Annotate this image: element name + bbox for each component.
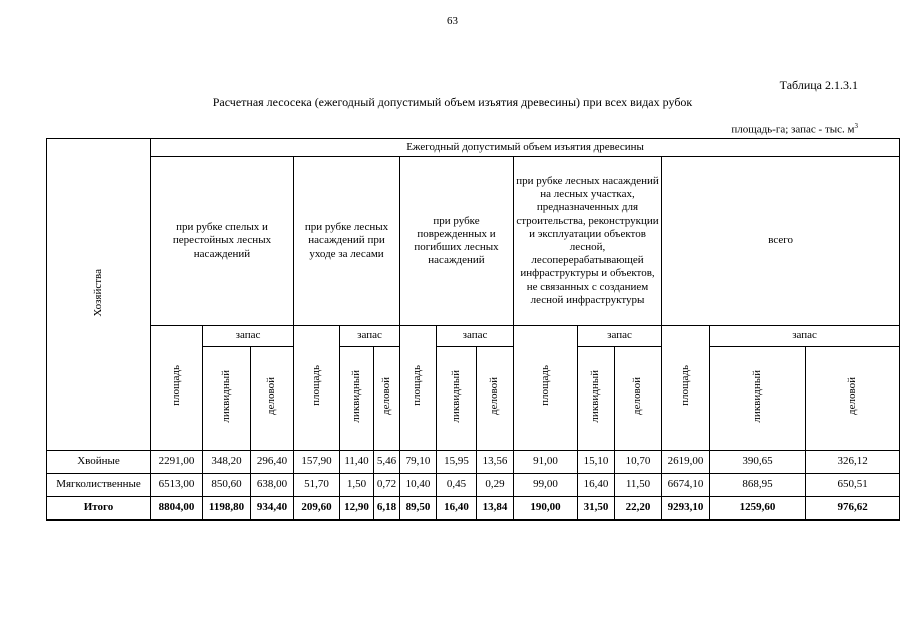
cell: 89,50 <box>400 497 437 521</box>
liquid-header-text: ликвидный <box>219 370 232 423</box>
cell: 8804,00 <box>151 497 203 521</box>
row-name: Итого <box>47 497 151 521</box>
cell: 31,50 <box>578 497 615 521</box>
cell: 13,56 <box>477 451 514 474</box>
harvest-table <box>46 138 900 521</box>
cell: 0,72 <box>374 474 400 497</box>
liquid-header-text: ликвидный <box>750 370 763 423</box>
liquid-header <box>710 347 806 451</box>
area-header <box>514 326 578 451</box>
row-label-header <box>47 139 151 451</box>
table-row-softwood <box>47 474 900 497</box>
cell: 6513,00 <box>151 474 203 497</box>
commercial-header-text: деловой <box>845 377 858 416</box>
commercial-header <box>477 347 514 451</box>
table-row-coniferous <box>47 451 900 474</box>
commercial-header-text: деловой <box>379 377 392 416</box>
commercial-header <box>615 347 662 451</box>
commercial-header-text: деловой <box>265 377 278 416</box>
cell: 79,10 <box>400 451 437 474</box>
cell: 16,40 <box>578 474 615 497</box>
cell: 296,40 <box>251 451 294 474</box>
method-header-mature: при рубке спелых и перестойных лесных насаждений <box>151 157 294 326</box>
cell: 10,40 <box>400 474 437 497</box>
table-row-total <box>47 497 900 521</box>
stock-header: запас <box>340 326 400 347</box>
cell: 11,40 <box>340 451 374 474</box>
cell: 1259,60 <box>710 497 806 521</box>
stock-header: запас <box>437 326 514 347</box>
method-header-thinning: при рубке лесных насаждений при уходе за лесами <box>294 157 400 326</box>
cell: 638,00 <box>251 474 294 497</box>
page-number: 63 <box>447 15 458 27</box>
liquid-header <box>578 347 615 451</box>
cell: 934,40 <box>251 497 294 521</box>
cell: 650,51 <box>806 474 900 497</box>
cell: 0,29 <box>477 474 514 497</box>
cell: 99,00 <box>514 474 578 497</box>
cell: 5,46 <box>374 451 400 474</box>
cell: 12,90 <box>340 497 374 521</box>
commercial-header <box>251 347 294 451</box>
cell: 15,10 <box>578 451 615 474</box>
cell: 326,12 <box>806 451 900 474</box>
units-superscript: 3 <box>854 122 858 130</box>
cell: 11,50 <box>615 474 662 497</box>
cell: 16,40 <box>437 497 477 521</box>
stock-header: запас <box>203 326 294 347</box>
row-label-text: Хозяйства <box>91 268 104 317</box>
area-header <box>151 326 203 451</box>
liquid-header <box>340 347 374 451</box>
cell: 6,18 <box>374 497 400 521</box>
cell: 91,00 <box>514 451 578 474</box>
liquid-header <box>203 347 251 451</box>
area-header-text: площадь <box>169 365 182 407</box>
cell: 6674,10 <box>662 474 710 497</box>
cell: 13,84 <box>477 497 514 521</box>
liquid-header <box>437 347 477 451</box>
commercial-header-text: деловой <box>631 377 644 416</box>
cell: 9293,10 <box>662 497 710 521</box>
liquid-header-text: ликвидный <box>449 370 462 423</box>
area-header-text: площадь <box>411 365 424 407</box>
cell: 0,45 <box>437 474 477 497</box>
liquid-header-text: ликвидный <box>589 370 602 423</box>
commercial-header <box>806 347 900 451</box>
cell: 10,70 <box>615 451 662 474</box>
area-header-text: площадь <box>538 365 551 407</box>
commercial-header <box>374 347 400 451</box>
units-note <box>731 122 858 136</box>
units-text: площадь-га; запас - тыс. м <box>731 123 855 136</box>
cell: 850,60 <box>203 474 251 497</box>
stock-header: запас <box>578 326 662 347</box>
cell: 15,95 <box>437 451 477 474</box>
area-header <box>400 326 437 451</box>
cell: 868,95 <box>710 474 806 497</box>
cell: 1198,80 <box>203 497 251 521</box>
liquid-header-text: ликвидный <box>349 370 362 423</box>
table-number: Таблица 2.1.3.1 <box>779 78 858 92</box>
area-header <box>662 326 710 451</box>
cell: 390,65 <box>710 451 806 474</box>
cell: 157,90 <box>294 451 340 474</box>
cell: 190,00 <box>514 497 578 521</box>
cell: 348,20 <box>203 451 251 474</box>
area-header-text: площадь <box>309 365 322 407</box>
cell: 976,62 <box>806 497 900 521</box>
area-header-text: площадь <box>678 365 691 407</box>
row-name: Мягколиственные <box>47 474 151 497</box>
cell: 51,70 <box>294 474 340 497</box>
cell: 1,50 <box>340 474 374 497</box>
table-title: Расчетная лесосека (ежегодный допустимый объем изъятия древесины) при всех видах рубок <box>212 95 693 109</box>
group-header: Ежегодный допустимый объем изъятия древесины <box>151 139 900 157</box>
commercial-header-text: деловой <box>488 377 501 416</box>
area-header <box>294 326 340 451</box>
row-name: Хвойные <box>47 451 151 474</box>
cell: 2619,00 <box>662 451 710 474</box>
method-header-total: всего <box>662 157 900 326</box>
method-header-damaged: при рубке поврежденных и погибших лесных насаждений <box>400 157 514 326</box>
method-header-infrastructure: при рубке лесных насаждений на лесных участках, предназначенных для строительства, реконструкции и эксплуатации объектов лесной, лесоперерабатывающей инфраструктуры и объектов, не связанных с созданием лесной инфраструктуры <box>514 157 662 326</box>
cell: 2291,00 <box>151 451 203 474</box>
stock-header: запас <box>710 326 900 347</box>
cell: 209,60 <box>294 497 340 521</box>
cell: 22,20 <box>615 497 662 521</box>
